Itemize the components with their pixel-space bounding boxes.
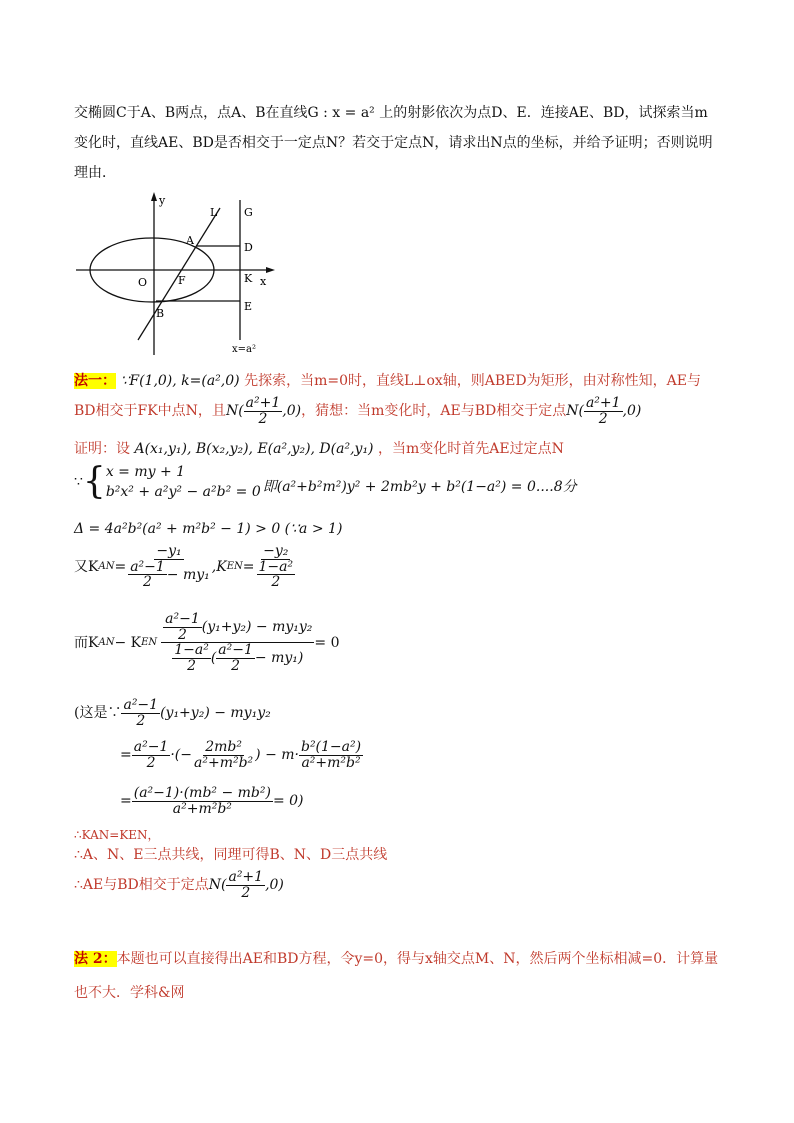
step-3-line: = $\frac{\text{(a²−1)·(mb² − mb²)}}{\text{a²+m²b²}}$ = 0): [120, 785, 304, 817]
system-eq-1: x = my + 1: [105, 464, 186, 480]
ken-den-num: 1−a²: [258, 558, 294, 575]
diff-eq: = 0: [314, 634, 340, 651]
diff-den-f2-num: a²−1: [218, 642, 253, 659]
diff-num: [161, 612, 314, 643]
proof-label: 证明：设: [74, 441, 130, 457]
intro-line-1: 交椭圆C于A、B两点，点A、B在直线G : x = a² 上的射影依次为点D、E．连接AE、BD，试探索当m: [74, 105, 708, 121]
delta-line: Δ = 4a²b²(a² + m²b² − 1) > 0 (∵a > 1): [74, 521, 343, 537]
label-f: F: [178, 274, 186, 287]
diff-num-num: a²−1: [165, 611, 200, 627]
ken-num: −y₂: [263, 543, 289, 559]
intro-line-2: 变化时，直线AE、BD是否相交于一定点N？若交于定点N，请求出N点的坐标，并给予证明；否则说明: [74, 135, 713, 151]
conclusion-3-num: a²+1: [228, 869, 264, 885]
diff-num-tail: (y₁+y₂) − my₁y₂: [201, 618, 313, 635]
because-frac-num: a²−1: [123, 697, 159, 713]
step-2-line: = $\frac{\text{a²−1}}{2}$ ·(− $\frac{\text{2mb²}}{\text{a²+m²b²}}$ ) − m· $\frac{\text{b²(1−a²)}}{\text{a²+m²b²}}$: [120, 739, 362, 771]
step2-f0-num: a²−1: [133, 739, 169, 755]
system-brace: {: [82, 461, 106, 502]
label-g: G: [244, 206, 253, 219]
label-b: B: [156, 307, 165, 320]
diff-mid: − K: [114, 634, 142, 651]
method1-line2-text-a: BD相交于FK中点N，且: [74, 403, 226, 420]
x-axis-arrow: [266, 267, 275, 273]
y-axis-arrow: [151, 192, 157, 201]
method1-n2-open: N(: [566, 403, 584, 420]
because-prefix: (这是∵: [74, 705, 122, 722]
intro-line-3: 理由．: [74, 165, 116, 181]
kan-prefix: 又K: [74, 559, 99, 576]
because-line: [74, 698, 271, 728]
frac-num: a²+1: [245, 395, 281, 411]
label-k: K: [244, 272, 253, 285]
frac-den: 2: [258, 410, 268, 427]
diff-den-tail: − my₁): [254, 650, 304, 667]
difference-line: 而K AN − K EN $\frac{\text{a²−1}}{2}$ (y₁+y₂) − my₁y₂ $\frac{\text{1−a²}}{2}$ ( $\frac{\text{a²−1}}{2}$ − my₁) = 0: [74, 611, 340, 675]
conclusion-3: [74, 870, 284, 900]
step3-den: a²+m²b²: [172, 800, 232, 817]
ellipse-figure: [72, 190, 282, 360]
method1-given: ∵F(1,0), k=(a²,0): [120, 373, 240, 389]
conclusion-3-den: 2: [241, 884, 251, 901]
method2-line-1: [74, 950, 718, 968]
diff-den-f2-den: 2: [231, 658, 241, 675]
label-y: y: [159, 194, 166, 207]
diff-prefix: 而K: [74, 634, 99, 651]
step3-tail: = 0): [272, 793, 304, 810]
kan-den-tail: − my₁: [166, 566, 210, 583]
system-result: 即(a²+b²m²)y² + 2mb²y + b²(1−a²) = 0....8分: [262, 479, 577, 495]
system-eq-2: b²x² + a²y² − a²b² = 0: [105, 484, 261, 500]
ken-label: ,K: [211, 559, 227, 576]
label-d: D: [244, 241, 253, 254]
label-line-eq: x=a²: [232, 344, 256, 355]
ken-eq: =: [242, 559, 255, 576]
label-x: x: [260, 275, 267, 288]
conclusion-2: ∴A、N、E三点共线，同理可得B、N、D三点共线: [74, 847, 388, 863]
label-l: L: [210, 206, 218, 219]
method1-line-2: [74, 396, 641, 426]
method1-n-close: ,0): [282, 403, 302, 420]
method1-line2-text-d: ，猜想：当m变化时，AE与BD相交于定点: [301, 403, 567, 420]
kan-num: −y₁: [156, 543, 182, 559]
step2-f2-num: b²(1−a²): [300, 739, 362, 755]
diff-den-f1-den: 2: [187, 658, 196, 675]
proof-line: [74, 440, 564, 458]
kan-den-num: a²−1: [130, 558, 165, 575]
method1-n-frac: [244, 396, 283, 426]
step2-f2-den: a²+m²b²: [301, 754, 361, 771]
diff-den-f1-num: 1−a²: [174, 642, 209, 659]
method1-n2-close: ,0): [622, 403, 642, 420]
method2-text-1: 本题也可以直接得出AE和BD方程，令y=0，得与x轴交点M、N，然后两个坐标相减=0．计算量: [116, 951, 719, 967]
step2-f1-den: a²+m²b²: [194, 754, 254, 771]
slope-line: 又K AN = −y₁ $\frac{\text{a²−1}}{2}$ − my₁ ,K EN = $\frac{\text{−y₂}}{\frac{\text{1−a²}}{2}}$: [74, 544, 297, 590]
frac-num: a²+1: [585, 395, 621, 411]
label-e: E: [244, 300, 253, 313]
label-a: A: [186, 234, 194, 247]
kan-eq: =: [114, 559, 127, 576]
because-tail: (y₁+y₂) − my₁y₂: [160, 705, 271, 722]
kan-den-den: 2: [143, 574, 152, 591]
frac-den: 2: [598, 410, 608, 427]
kan-den: [126, 560, 212, 590]
method1-line-1: [74, 372, 701, 390]
method1-n-open: N(: [225, 403, 244, 420]
diff-num-den: 2: [178, 626, 187, 643]
because-symbol: ∵: [74, 474, 83, 490]
proof-text: ，当m变化时首先AE过定点N: [377, 441, 564, 457]
step2-f0-den: 2: [146, 754, 156, 771]
ken-den-den: 2: [271, 574, 281, 591]
because-frac-den: 2: [136, 712, 146, 729]
method1-n2-frac: [584, 396, 623, 426]
conclusion-3-tail: ,0): [265, 877, 284, 894]
conclusion-3-n: N(: [208, 877, 227, 894]
step2-f1-num: 2mb²: [205, 739, 242, 755]
system-equations: [74, 462, 577, 502]
proof-points: A(x₁,y₁), B(x₂,y₂), E(a²,y₂), D(a²,y₁): [134, 441, 374, 457]
method2-tag: 法 2：: [74, 951, 117, 967]
method1-explore: 先探索，当m=0时，直线L⊥ox轴，则ABED为矩形，由对称性知，AE与: [244, 373, 701, 389]
conclusion-3-text: ∴AE与BD相交于定点: [74, 877, 209, 894]
method1-tag: 法一：: [74, 373, 116, 389]
diff-den: $\frac{\text{1−a²}}{2}$ ( $\frac{\text{a²−1}}{2}$ − my₁): [174, 642, 304, 675]
diff-frac: [161, 612, 314, 674]
method2-line-2: 也不大．学科&网: [74, 985, 185, 1001]
conclusion-1: ∴KAN=KEN，: [74, 828, 160, 842]
ken-frac: [255, 544, 298, 590]
kan-frac: [126, 544, 212, 590]
label-o: O: [138, 276, 148, 289]
step3-num: (a²−1)·(mb² − mb²): [133, 785, 271, 801]
